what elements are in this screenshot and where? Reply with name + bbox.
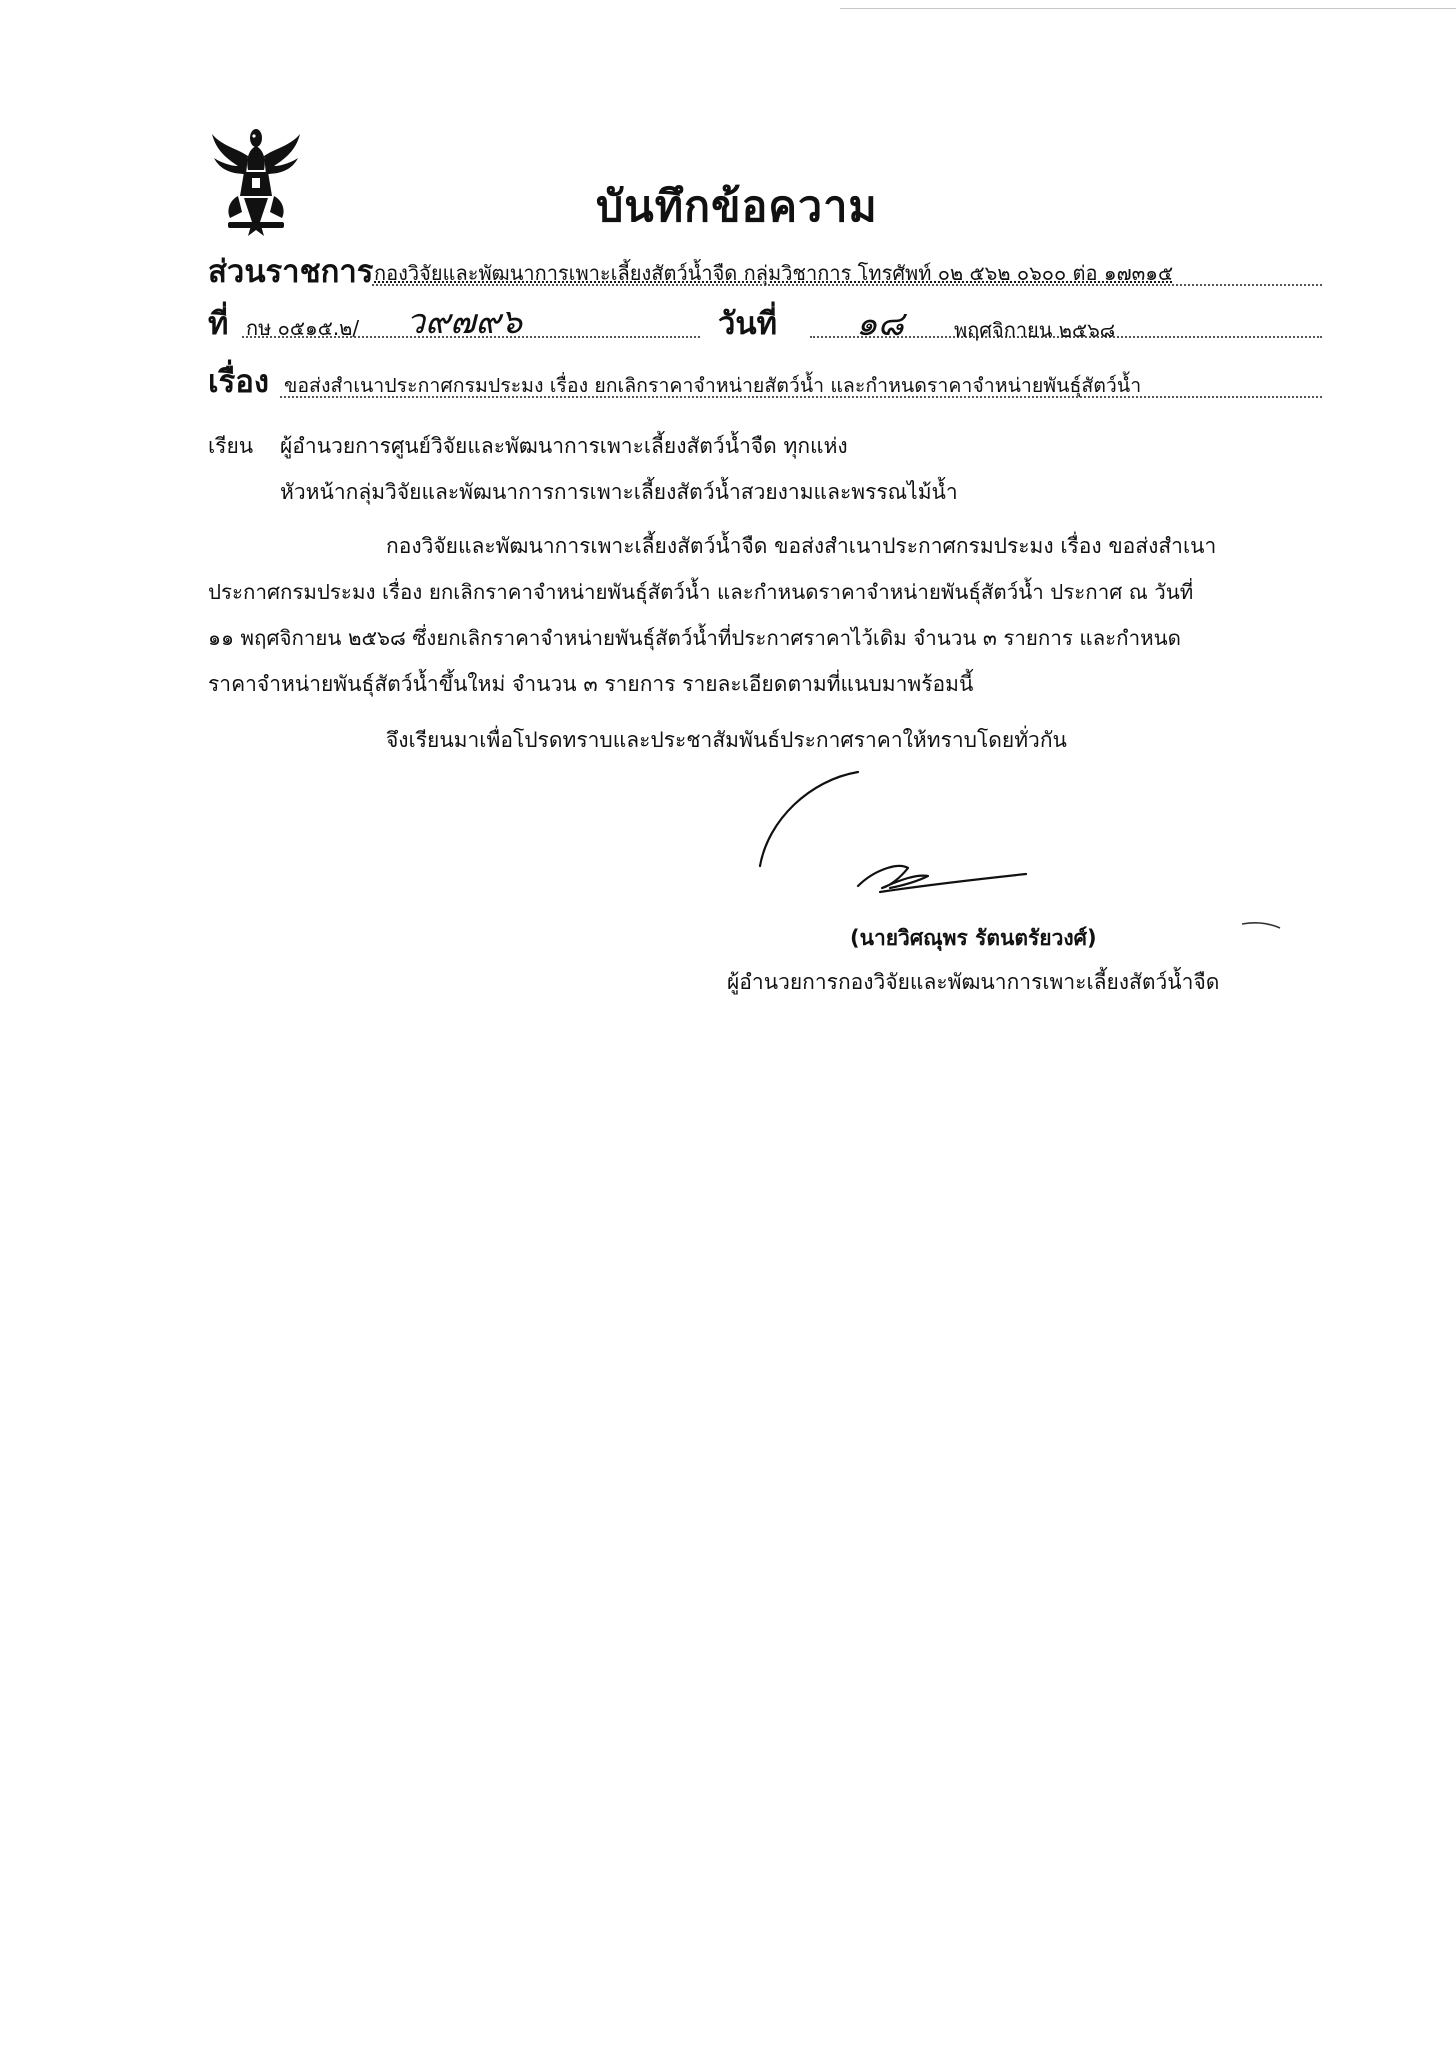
department-value: กองวิจัยและพัฒนาการเพาะเลี้ยงสัตว์น้ำจืด กลุ่มวิชาการ โทรศัพท์ ๐๒ ๕๖๒ ๐๖๐๐ ต่อ ๑๗๓๑๕ (374, 261, 1174, 285)
handwritten-signature (750, 770, 1110, 910)
department-row (208, 246, 373, 296)
memo-title: บันทึกข้อความ (596, 182, 878, 232)
ink-mark (1240, 918, 1284, 934)
reference-number-handwritten: ว๙๗๙๖ (406, 302, 523, 342)
salutation-label: เรียน (208, 434, 254, 458)
reference-label-row (208, 298, 228, 348)
body-closing: จึงเรียนมาเพื่อโปรดทราบและประชาสัมพันธ์ประกาศราคาให้ทราบโดยทั่วกัน (386, 728, 1067, 752)
date-label-row (718, 298, 777, 348)
salutation-line2: หัวหน้ากลุ่มวิจัยและพัฒนาการการเพาะเลี้ยงสัตว์น้ำสวยงามและพรรณไม้น้ำ (280, 480, 958, 504)
garuda-emblem-icon (208, 126, 304, 240)
body-line-4: ราคาจำหน่ายพันธุ์สัตว์น้ำขึ้นใหม่ จำนวน ๓ รายการ รายละเอียดตามที่แนบมาพร้อมนี้ (208, 672, 974, 696)
department-label: ส่วนราชการ (208, 254, 374, 290)
salutation-line1: ผู้อำนวยการศูนย์วิจัยและพัฒนาการเพาะเลี้ยงสัตว์น้ำจืด ทุกแห่ง (280, 434, 848, 458)
signatory-position: ผู้อำนวยการกองวิจัยและพัฒนาการเพาะเลี้ยงสัตว์น้ำจืด (727, 970, 1220, 994)
body-line-2: ประกาศกรมประมง เรื่อง ยกเลิกราคาจำหน่ายพันธุ์สัตว์น้ำ และกำหนดราคาจำหน่ายพันธุ์สัตว์น้ำ ประกาศ ณ วันที่ (208, 580, 1194, 604)
reference-prefix: กษ ๐๕๑๕.๒/ (246, 316, 360, 340)
subject-label-row (208, 356, 269, 406)
subject-label: เรื่อง (208, 364, 270, 400)
subject-value: ขอส่งสำเนาประกาศกรมประมง เรื่อง ยกเลิกราคาจำหน่ายสัตว์น้ำ และกำหนดราคาจำหน่ายพันธุ์สัตว์น้ำ (284, 374, 1142, 397)
reference-label: ที่ (208, 306, 229, 342)
date-month-year: พฤศจิกายน ๒๕๖๘ (954, 318, 1116, 342)
scan-edge-line (840, 8, 1456, 9)
body-line-1: กองวิจัยและพัฒนาการเพาะเลี้ยงสัตว์น้ำจืด ขอส่งสำเนาประกาศกรมประมง เรื่อง ขอส่งสำเนา (386, 534, 1217, 558)
signatory-name: (นายวิศณุพร รัตนตรัยวงศ์) (850, 926, 1097, 950)
date-label: วันที่ (718, 306, 778, 342)
date-day-handwritten: ๑๘ (856, 304, 904, 344)
body-line-3: ๑๑ พฤศจิกายน ๒๕๖๘ ซึ่งยกเลิกราคาจำหน่ายพันธุ์สัตว์น้ำที่ประกาศราคาไว้เดิม จำนวน ๓ รายการ และกำหนด (208, 626, 1181, 650)
